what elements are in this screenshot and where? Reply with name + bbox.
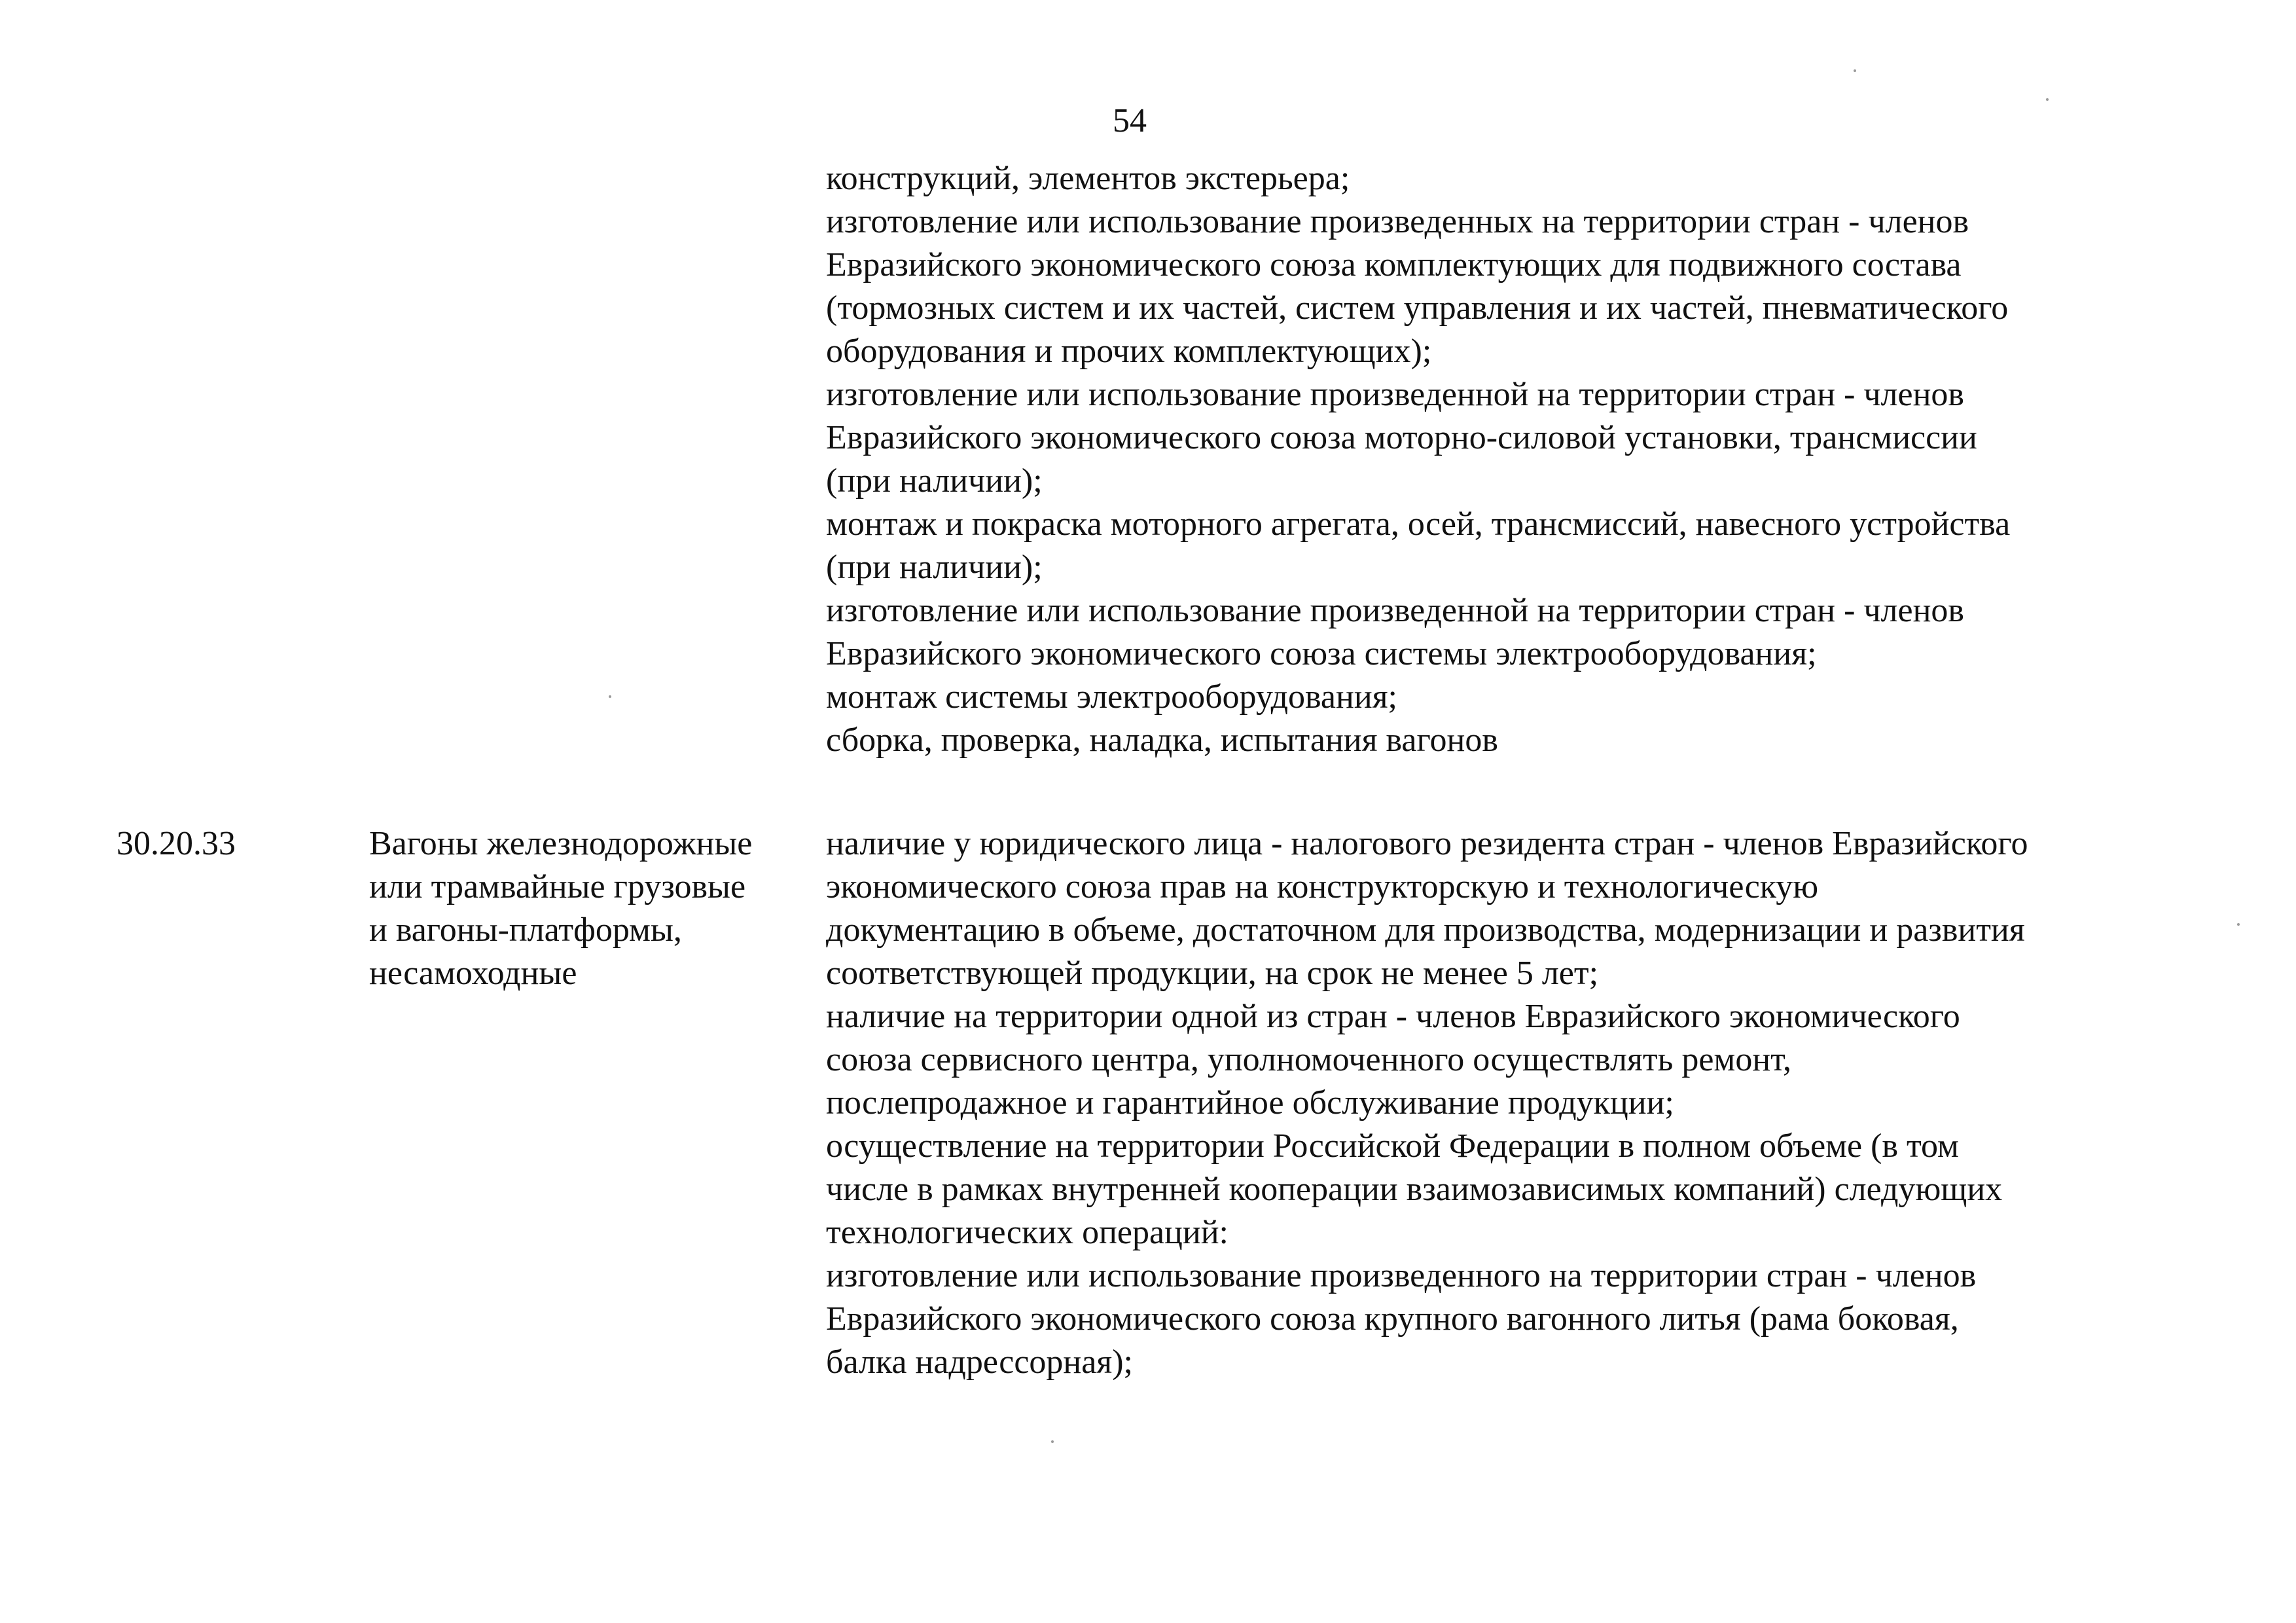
requirement-line: (тормозных систем и их частей, систем управления и их частей, пневматического: [826, 289, 2009, 327]
requirement-line: Евразийского экономического союза системы электрооборудования;: [826, 635, 1817, 672]
requirement-line: Евразийского экономического союза крупного вагонного литья (рама боковая,: [826, 1300, 1959, 1338]
requirement-line: балка надрессорная);: [826, 1343, 1133, 1381]
requirement-line: сборка, проверка, наладка, испытания вагонов: [826, 721, 1498, 759]
requirement-line: монтаж системы электрооборудования;: [826, 678, 1398, 716]
requirement-line: наличие на территории одной из стран - членов Евразийского экономического: [826, 998, 1960, 1035]
scan-speck: [609, 695, 611, 698]
requirement-line: экономического союза прав на конструкторскую и технологическую: [826, 868, 1819, 905]
scan-speck: [1051, 1440, 1054, 1443]
product-name-line: и вагоны-платформы,: [369, 911, 682, 949]
product-name-line: Вагоны железнодорожные: [369, 825, 753, 862]
requirement-line: числе в рамках внутренней кооперации взаимозависимых компаний) следующих: [826, 1171, 2003, 1208]
scan-speck: [1854, 69, 1856, 72]
requirement-line: изготовление или использование произведенной на территории стран - членов: [826, 376, 1964, 413]
product-name: [369, 822, 752, 995]
scan-speck: [2237, 923, 2240, 926]
requirement-line: изготовление или использование произведенного на территории стран - членов: [826, 1257, 1977, 1294]
requirement-line: оборудования и прочих комплектующих);: [826, 333, 1432, 370]
requirement-line: послепродажное и гарантийное обслуживание продукции;: [826, 1084, 1674, 1122]
page-number: 54: [1113, 102, 1147, 139]
product-code: 30.20.33: [117, 825, 236, 862]
requirement-line: Евразийского экономического союза комплектующих для подвижного состава: [826, 246, 1962, 283]
requirement-line: конструкций, элементов экстерьера;: [826, 160, 1350, 197]
requirement-line: (при наличии);: [826, 549, 1043, 586]
requirement-line: Евразийского экономического союза моторно-силовой установки, трансмиссии: [826, 419, 1977, 456]
requirement-line: осуществление на территории Российской Федерации в полном объеме (в том: [826, 1127, 1959, 1165]
requirement-line: изготовление или использование произведенных на территории стран - членов: [826, 203, 1969, 240]
requirement-line: соответствующей продукции, на срок не менее 5 лет;: [826, 955, 1599, 992]
product-name-line: или трамвайные грузовые: [369, 868, 746, 905]
requirement-line: изготовление или использование произведенной на территории стран - членов: [826, 592, 1964, 629]
requirement-line: наличие у юридического лица - налогового резидента стран - членов Евразийского: [826, 825, 2028, 862]
requirement-line: монтаж и покраска моторного агрегата, осей, трансмиссий, навесного устройства: [826, 505, 2011, 543]
scan-speck: [2046, 98, 2049, 101]
requirement-line: технологических операций:: [826, 1214, 1229, 1251]
requirement-line: документацию в объеме, достаточном для производства, модернизации и развития: [826, 911, 2025, 949]
product-requirements: [826, 822, 2028, 1384]
product-name-line: несамоходные: [369, 955, 577, 992]
continued-requirements: [826, 157, 2010, 762]
requirement-line: союза сервисного центра, уполномоченного осуществлять ремонт,: [826, 1041, 1791, 1078]
requirement-line: (при наличии);: [826, 462, 1043, 500]
